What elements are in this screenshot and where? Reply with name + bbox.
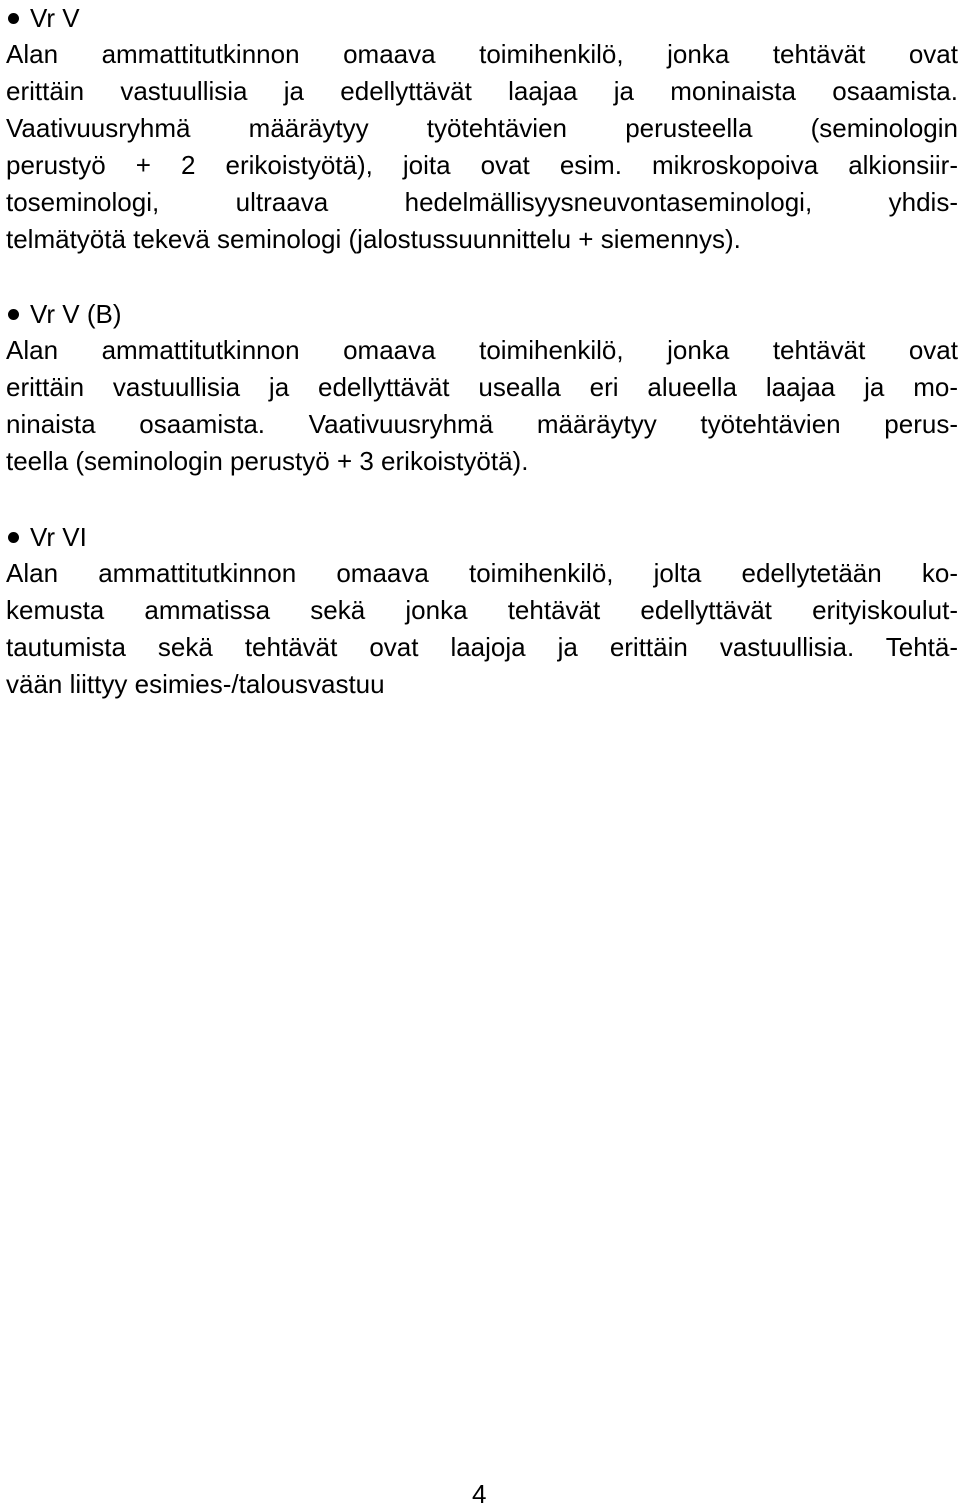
heading-text: Vr VI [30,522,87,552]
section-heading [6,0,958,36]
paragraph-line: tautumista sekä tehtävät ovat laajoja ja erittäin vastuullisia. Tehtä- [6,632,958,662]
paragraph-line: Alan ammattitutkinnon omaava toimihenkilö, jonka tehtävät ovat [6,39,958,69]
paragraph-line: erittäin vastuullisia ja edellyttävät usealla eri alueella laajaa ja mo- [6,372,958,402]
heading-text: Vr V (B) [30,299,122,329]
paragraph-line: Alan ammattitutkinnon omaava toimihenkilö, jonka tehtävät ovat [6,335,958,365]
paragraph-line: erittäin vastuullisia ja edellyttävät laajaa ja moninaista osaamista. [6,76,958,106]
paragraph-line: telmätyötä tekevä seminologi (jalostussuunnittelu + siemennys). [6,224,741,254]
section-paragraph [6,555,958,703]
section-paragraph [6,332,958,480]
page-number: 4 [472,1479,487,1509]
heading-text: Vr V [30,3,80,33]
section-heading [6,519,958,555]
section-vr-vi [6,519,958,703]
paragraph-line: ninaista osaamista. Vaativuusryhmä määräytyy työtehtävien perus- [6,409,958,439]
bullet-icon [8,309,19,320]
section-vr-v [6,0,958,258]
paragraph-line: toseminologi, ultraava hedelmällisyysneuvontaseminologi, yhdis- [6,187,958,217]
paragraph-line: Alan ammattitutkinnon omaava toimihenkilö, jolta edellytetään ko- [6,558,958,588]
section-heading [6,296,958,332]
paragraph-line: perustyö + 2 erikoistyötä), joita ovat esim. mikroskopoiva alkionsiir- [6,150,958,180]
bullet-icon [8,13,19,24]
paragraph-line: vään liittyy esimies-/talousvastuu [6,669,385,699]
section-vr-v-b [6,296,958,480]
section-paragraph [6,36,958,258]
paragraph-line: Vaativuusryhmä määräytyy työtehtävien perusteella (seminologin [6,113,958,143]
paragraph-line: kemusta ammatissa sekä jonka tehtävät edellyttävät erityiskoulut- [6,595,958,625]
bullet-icon [8,532,19,543]
paragraph-line: teella (seminologin perustyö + 3 erikoistyötä). [6,446,529,476]
